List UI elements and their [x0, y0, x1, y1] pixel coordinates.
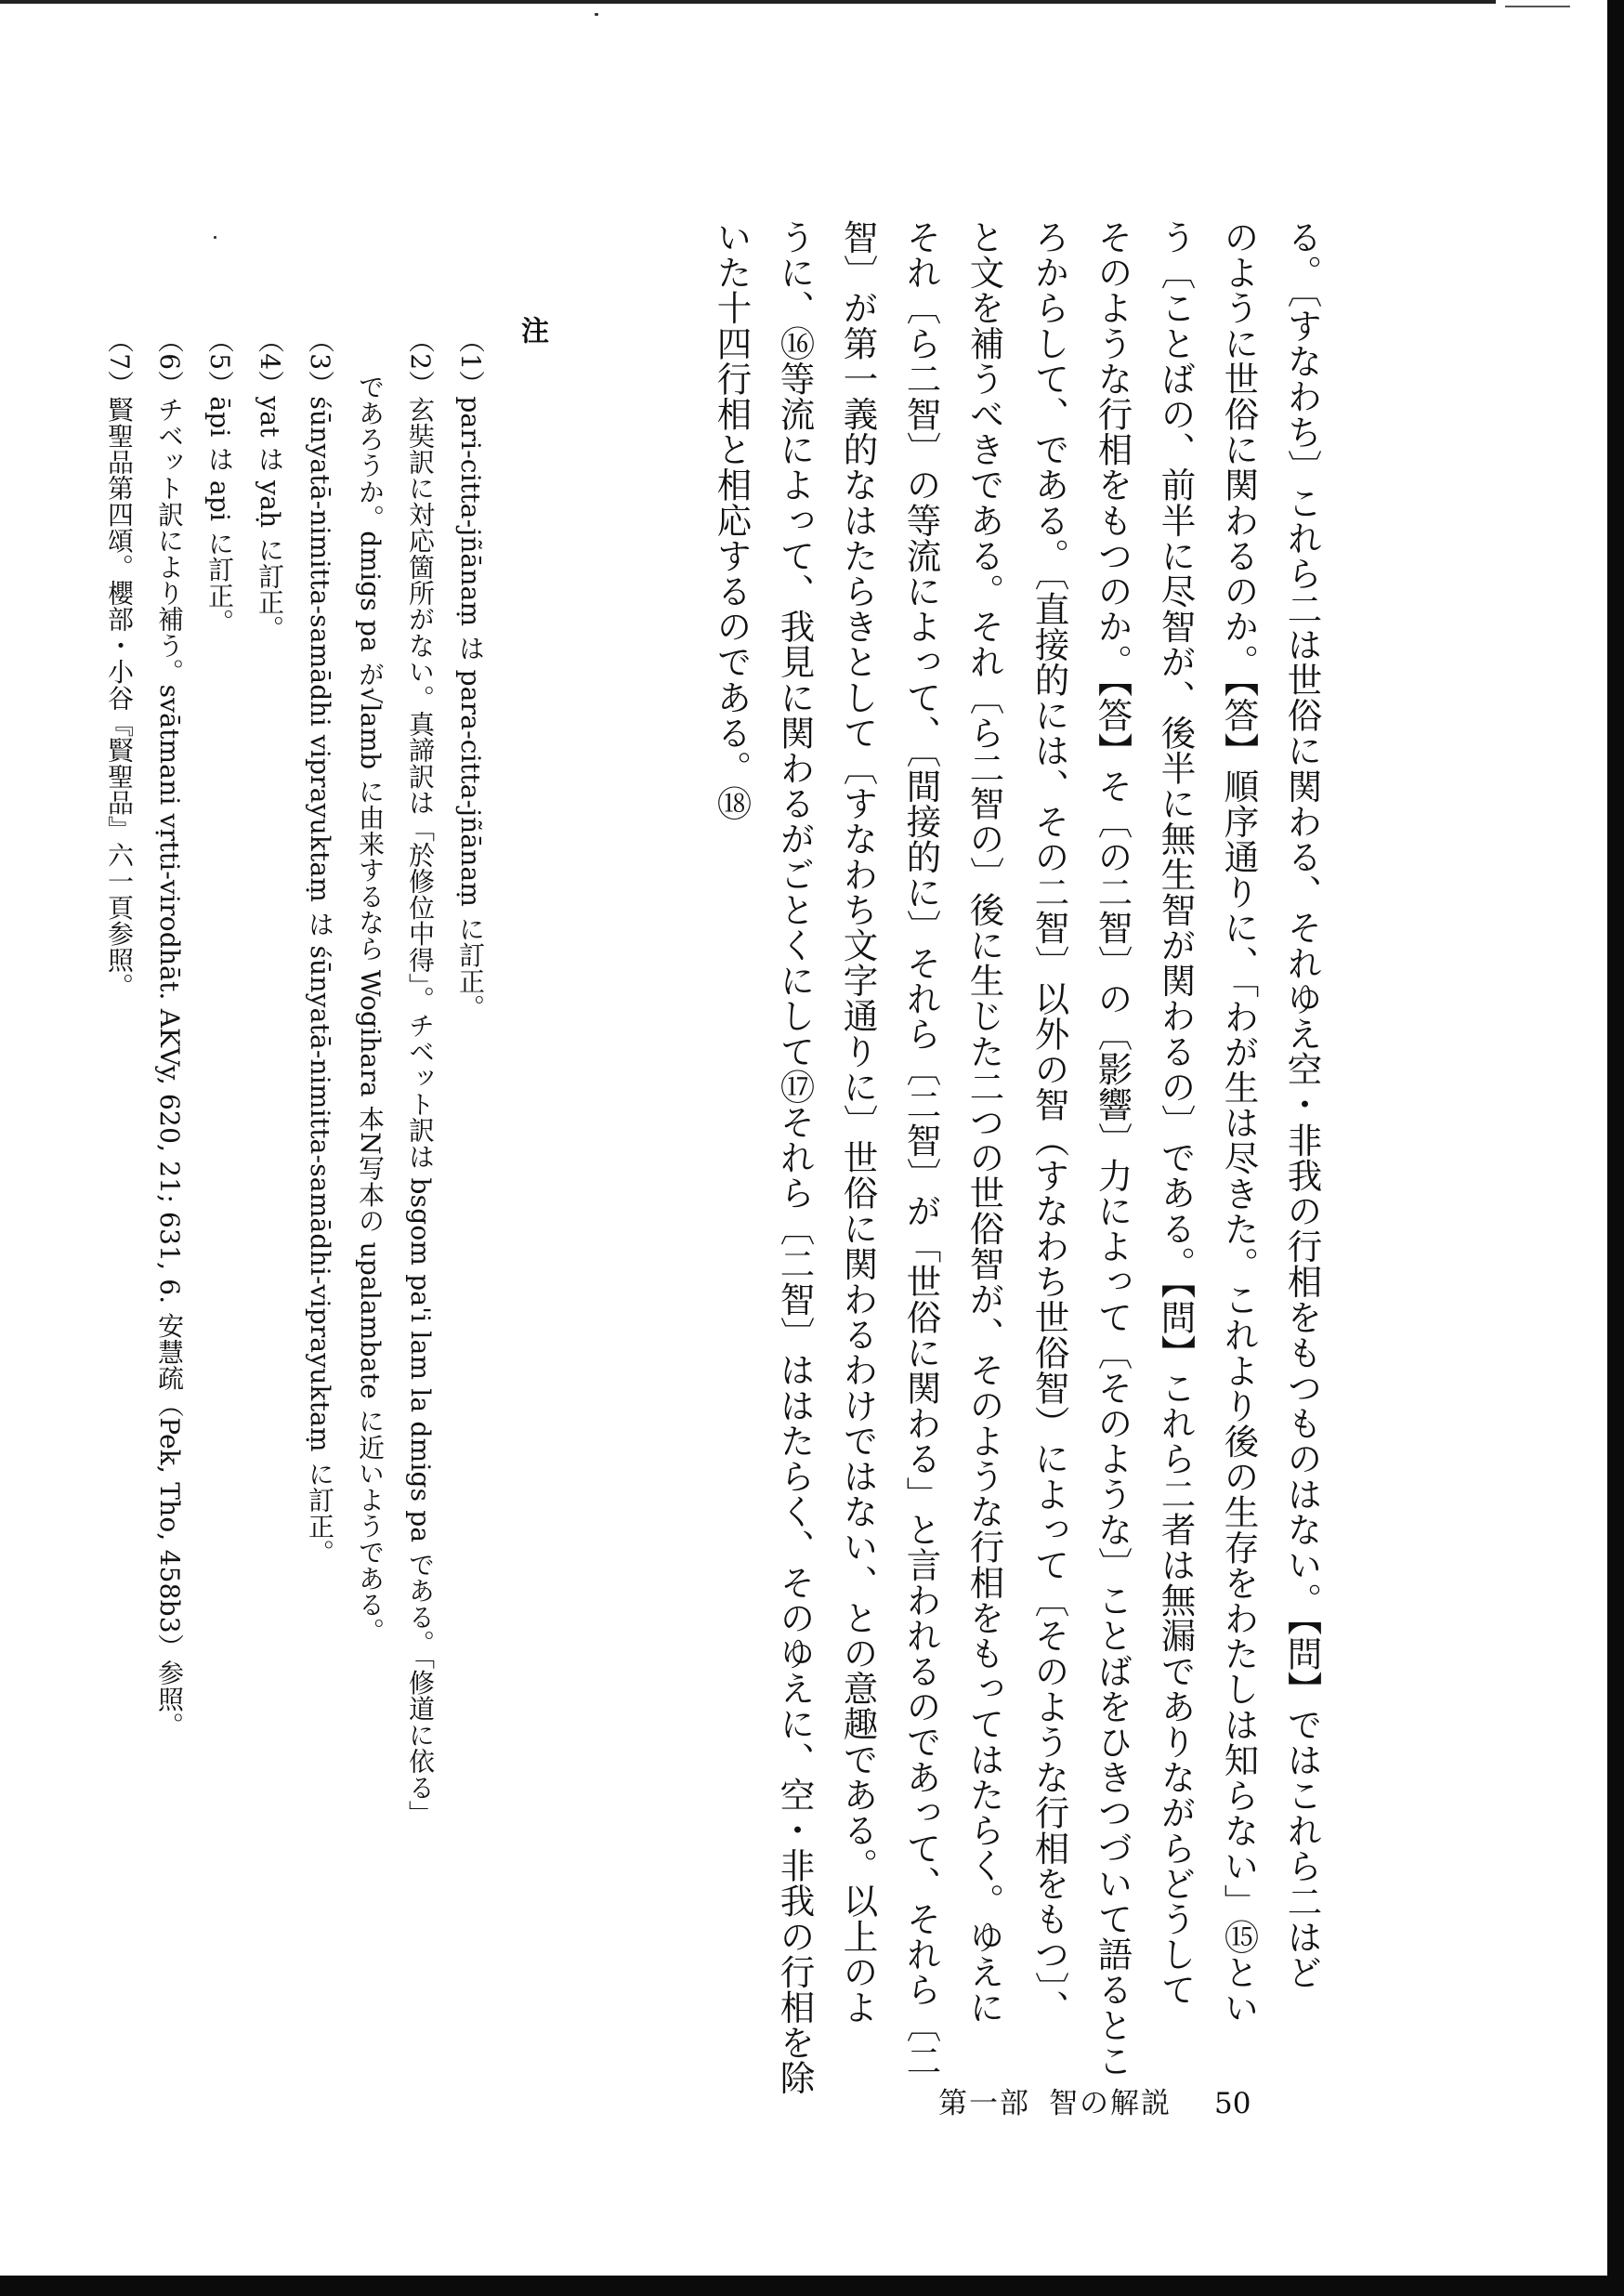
- note-7: （7）賢聖品第四頌。櫻部・小谷『賢聖品』六一頁参照。: [104, 327, 135, 1000]
- scan-top-edge: [0, 0, 1496, 4]
- main-text-line: いた十四行相と相応するのである。⑱: [711, 219, 753, 821]
- footer-part: 第一部: [938, 2087, 1030, 2120]
- footer-section: 智の解説: [1049, 2087, 1172, 2120]
- note-5: （5）āpi は api に訂正。: [204, 327, 235, 636]
- note-3: （3）śūnyatā-nimitta-samādhi viprayuktaṃ は śūnyatā-nimitta-samādhi-viprayuktaṃ に訂正。: [305, 327, 335, 1566]
- main-text-line: ろからして、である。〔直接的には、その二智〕以外の智（すなわち世俗智）によって〔そのような行相をもつ〕、: [1028, 219, 1070, 2026]
- main-text-line: うに、⑯等流によって、我見に関わるがごとくにして⑰それら〔二智〕ははたらく、そのゆえに、空・非我の行相を除: [774, 219, 816, 2096]
- page-number: 50: [1214, 2087, 1251, 2120]
- scan-right-edge: [1607, 0, 1624, 2296]
- notes-heading: 注: [516, 316, 548, 344]
- scan-bottom-edge: [0, 2276, 1624, 2296]
- scan-speck: [214, 236, 216, 239]
- note-6: （6）チベット訳により補う。svātmani vṛtti-virodhāt. AKVy, 620, 21; 631, 6. 安慧疏（Pek, Tho, 458b3）参照。: [154, 327, 185, 1738]
- note-4: （4）yat は yaḥ に訂正。: [255, 327, 285, 642]
- main-text-line: そのような行相をもつのか。【答】そ〔の二智〕の〔影響〕力によって〔そのような〕ことばをひきつづいて語るとこ: [1092, 219, 1133, 2079]
- main-text-line: る。〔すなわち〕これら二は世俗に関わる、それゆえ空・非我の行相をもつものはない。【問】ではこれら二はど: [1281, 219, 1323, 1990]
- note-1: （1）pari-citta-jñānaṃ は para-citta-jñānaṃ に訂正。: [455, 327, 486, 1021]
- note-2: （2）玄奘訳に対応箇所がない。真諦訳は「於修位中得」。チベット訳は bsgom pa'i lam la dmigs pa である。「修道に依る」: [405, 327, 436, 1827]
- main-text-line: それ〔ら二智〕の等流によって、〔間接的に〕それら〔二智〕が「世俗に関わる」と言われるのであって、それら〔二: [900, 219, 942, 2079]
- scan-speck: [595, 13, 598, 16]
- main-text-line: のように世俗に関わるのか。【答】順序通りに、「わが生は尽きた。これより後の生存をわたしは知らない」⑮とい: [1218, 219, 1260, 2026]
- note-2-continued: であろうか。dmigs pa が√lamb に由来するなら Wogihara 本N写本の upalambate に近いようである。: [355, 374, 386, 1644]
- main-text-line: 智〕が第一義的なはたらきとして〔すなわち文字通りに〕世俗に関わるわけではない、との意趣である。以上のよ: [837, 219, 879, 2026]
- page-footer: [938, 2080, 1251, 2121]
- main-text-line: と文を補うべきである。それ〔ら二智の〕後に生じた二つの世俗智が、そのような行相をもってはたらく。ゆえに: [963, 219, 1005, 2026]
- scan-top-mark: [1505, 6, 1570, 7]
- main-text-line: う〔ことばの、前半に尽智が、後半に無生智が関わるの〕である。【問】これら二者は無漏でありながらどうして: [1155, 219, 1197, 2008]
